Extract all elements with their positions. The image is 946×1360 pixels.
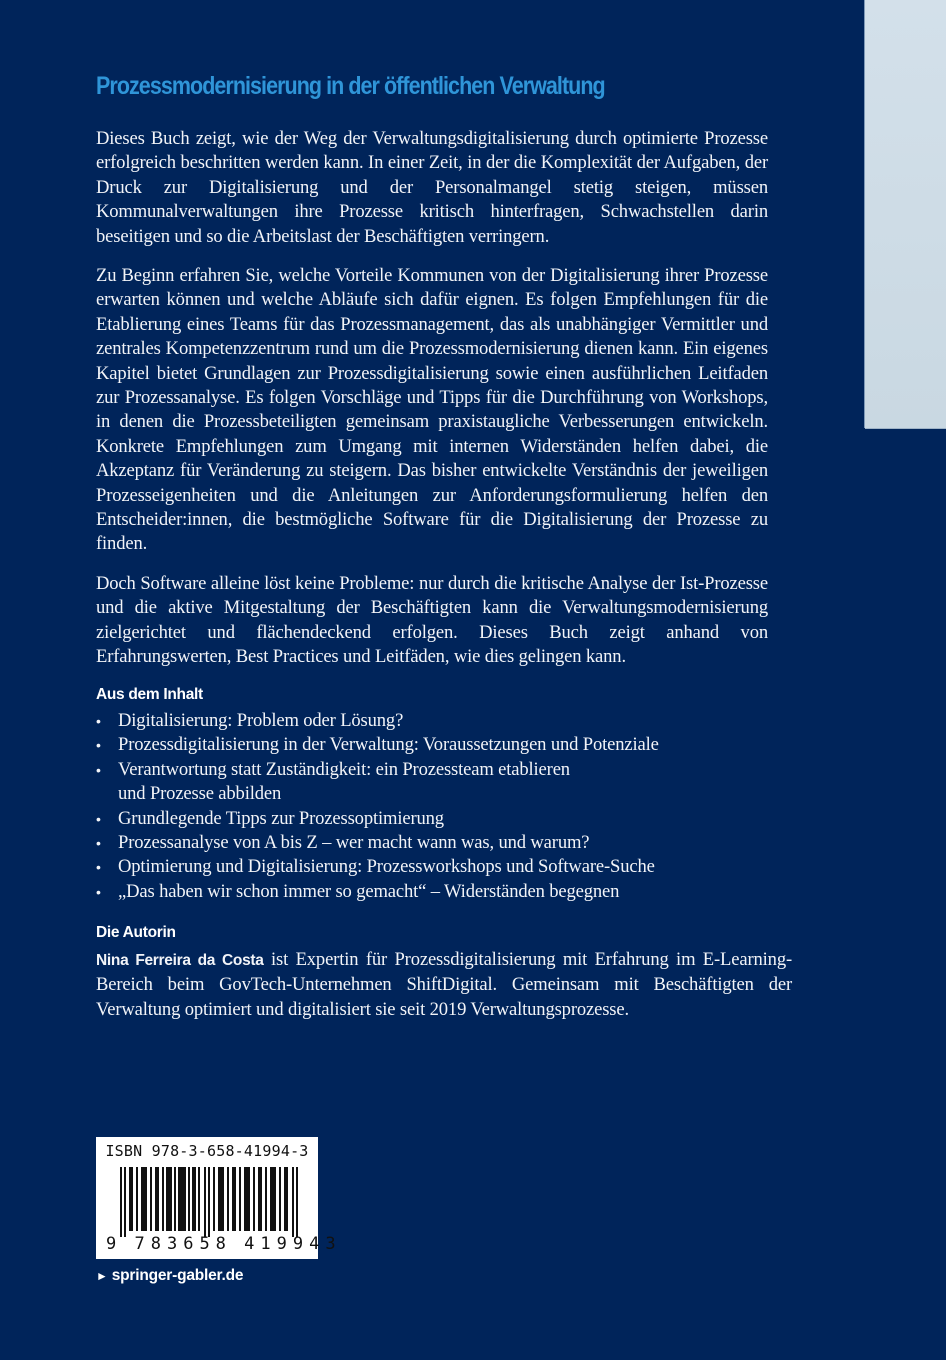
- barcode-digits: 9 783658 419943: [106, 1234, 342, 1254]
- contents-item: • Prozessdigitalisierung in der Verwaltung: Voraussetzungen und Potenziale: [96, 733, 768, 757]
- bullet-icon: •: [96, 883, 101, 900]
- bullet-icon: •: [96, 835, 101, 852]
- contents-item: • Verantwortung statt Zuständigkeit: ein Prozessteam etablieren und Prozesse abbilden: [96, 758, 570, 805]
- bullet-icon: •: [96, 810, 101, 827]
- isbn-barcode: [96, 1137, 342, 1259]
- author-bio-text: ist Expertin für Prozessdigitalisierung mit Erfahrung im E-Learning-Bereich beim GovTech-Unternehmen ShiftDigital. Gemeinsam mit Beschäftigten der Verwaltung optimiert und digitalisiert sie seit 2019 Verwaltungsprozesse.: [96, 949, 793, 1020]
- bullet-icon: •: [96, 713, 101, 729]
- spine-panel: [865, 0, 946, 428]
- bullet-icon: •: [96, 737, 101, 754]
- contents-list: [96, 709, 768, 904]
- contents-item: • Optimierung und Digitalisierung: Prozessworkshops und Software-Suche: [96, 855, 768, 879]
- publisher-link[interactable]: [96, 1267, 243, 1285]
- book-title: Prozessmodernisierung in der öffentlichen Verwaltung: [96, 72, 605, 100]
- blurb-paragraph-2: Zu Beginn erfahren Sie, welche Vorteile Kommunen von der Digitalisierung ihrer Prozesse erwarten können und welche Abläufe sich dafür eignen. Es folgen Empfehlungen für die Etablierung eines Teams für das Prozessmanagement, das als unabhängiger Vermittler und zentrales Kompetenzzentrum rund um die Prozessmodernisierung dienen kann. Ein eigenes Kapitel bietet Grundlagen zur Prozessdigitalisierung sowie einen ausführlichen Leitfaden zur Prozessanalyse. Es folgen Vorschläge und Tipps für die Durchführung von Workshops, in denen die Prozessbeteiligten gemeinsam praxistaugliche Verbesserungen entwickeln. Konkrete Empfehlungen zum Umgang mit internen Widerständen helfen dabei, die Akzeptanz für Veränderung zu steigern. Das bisher entwickelte Verständnis der jeweiligen Prozesseigenheiten und die Anleitungen zur Anforderungsformulierung helfen den Entscheider:innen, die bestmögliche Software für die Digitalisierung der Prozesse zu finden.: [96, 265, 768, 555]
- contents-item: • Grundlegende Tipps zur Prozessoptimierung: [96, 807, 768, 831]
- play-arrow-icon: ►: [96, 1269, 108, 1283]
- isbn-label: ISBN 978-3-658-41994-3: [105, 1142, 309, 1160]
- author-heading: Die Autorin: [96, 924, 176, 941]
- barcode-bars-icon: [108, 1167, 308, 1237]
- contents-item: • „Das haben wir schon immer so gemacht“ – Widerständen begegnen: [96, 880, 768, 904]
- contents-item: • Digitalisierung: Problem oder Lösung?: [96, 709, 768, 733]
- bullet-icon: •: [96, 859, 101, 876]
- contents-item: • Prozessanalyse von A bis Z – wer macht wann was, und warum?: [96, 831, 768, 855]
- publisher-url: springer-gabler.de: [111, 1267, 244, 1284]
- bullet-icon: •: [96, 761, 101, 778]
- blurb-paragraph-1: Dieses Buch zeigt, wie der Weg der Verwaltungsdigitalisierung durch optimierte Prozesse erfolgreich beschritten werden kann. In einer Zeit, in der die Komplexität der Aufgaben, der Druck zur Digitalisierung und der Personalmangel stetig steigen, müssen Kommunalverwaltungen ihre Prozesse kritisch hinterfragen, Schwachstellen darin beseitigen und so die Arbeitslast der Beschäftigten verringern.: [96, 128, 768, 247]
- author-bio: [96, 948, 792, 1022]
- contents-heading: Aus dem Inhalt: [96, 686, 203, 703]
- author-name: Nina Ferreira da Costa: [96, 952, 264, 969]
- blurb-paragraph-3: Doch Software alleine löst keine Probleme: nur durch die kritische Analyse der Ist-Prozesse und die aktive Mitgestaltung der Beschäftigten kann die Verwaltungsmodernisierung zielgerichtet und flächendeckend erfolgen. Dieses Buch zeigt anhand von Erfahrungswerten, Best Practices und Leitfäden, wie dies gelingen kann.: [96, 573, 768, 668]
